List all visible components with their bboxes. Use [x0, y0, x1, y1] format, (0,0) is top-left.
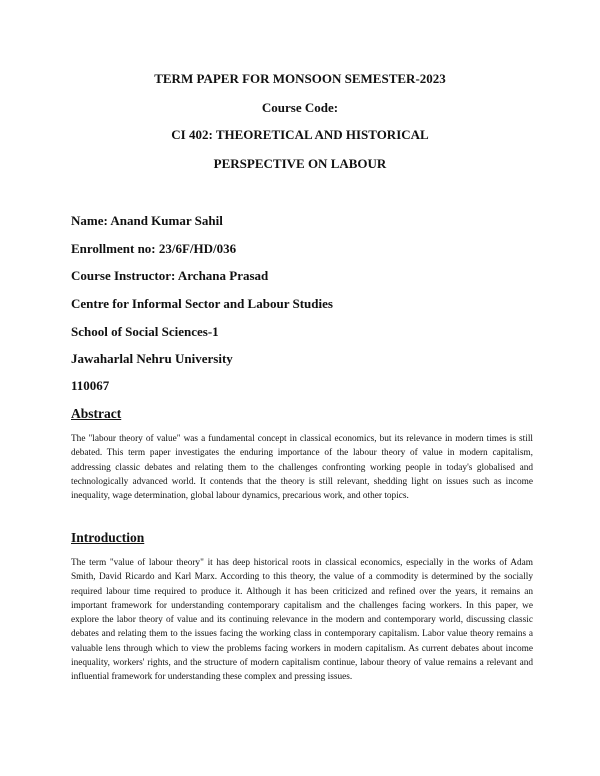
introduction-heading: Introduction — [71, 530, 145, 545]
pin-code: 110067 — [71, 378, 110, 393]
author-name: Name: Anand Kumar Sahil — [71, 213, 223, 228]
paper-title: TERM PAPER FOR MONSOON SEMESTER-2023 — [154, 71, 446, 86]
course-title-line2: PERSPECTIVE ON LABOUR — [213, 156, 387, 171]
course-instructor: Course Instructor: Archana Prasad — [71, 268, 269, 283]
enrollment-number: Enrollment no: 23/6F/HD/036 — [71, 241, 237, 256]
introduction-paragraph: The term "value of labour theory" it has deep historical roots in classical economics, especially in the works of Adam Smith, David Ricardo and Karl Marx. According to this theory, the value of a commodity is determined by the socially required labour time required to produce it. Although it has been criticized and refined over the years, it remains an important framework for understanding contemporary capitalism and the challenges facing workers. In this paper, we explore the labor theory of value and its continuing relevance in the modern and contemporary world, discussing classic debates and relating them to the issues facing the working class in contemporary capitalism. Labor value theory remains a valuable lens through which to view the problems facing workers in modern capitalism. As current debates about income inequality, workers' rights, and the structure of modern capitalism continue, labour theory of value remains a relevant and influential framework for understanding these complex and pressing issues. — [71, 558, 533, 683]
abstract-heading: Abstract — [71, 406, 122, 421]
course-title-line1: CI 402: THEORETICAL AND HISTORICAL — [171, 127, 429, 142]
centre-name: Centre for Informal Sector and Labour Studies — [71, 296, 333, 311]
course-code-label: Course Code: — [261, 100, 339, 115]
school-name: School of Social Sciences-1 — [71, 324, 219, 339]
abstract-paragraph: The "labour theory of value" was a fundamental concept in classical economics, but its relevance in modern times is still debated. This term paper investigates the enduring importance of the labour theory of value in modern capitalism, addressing classic debates and relating them to the challenges confronting working people in today's globalised and technologically advanced world. It contends that the theory is still relevant, shedding light on issues such as income inequality, wage determination, global labour dynamics, precarious work, and other topics. — [71, 434, 533, 502]
university-name: Jawaharlal Nehru University — [71, 351, 233, 366]
